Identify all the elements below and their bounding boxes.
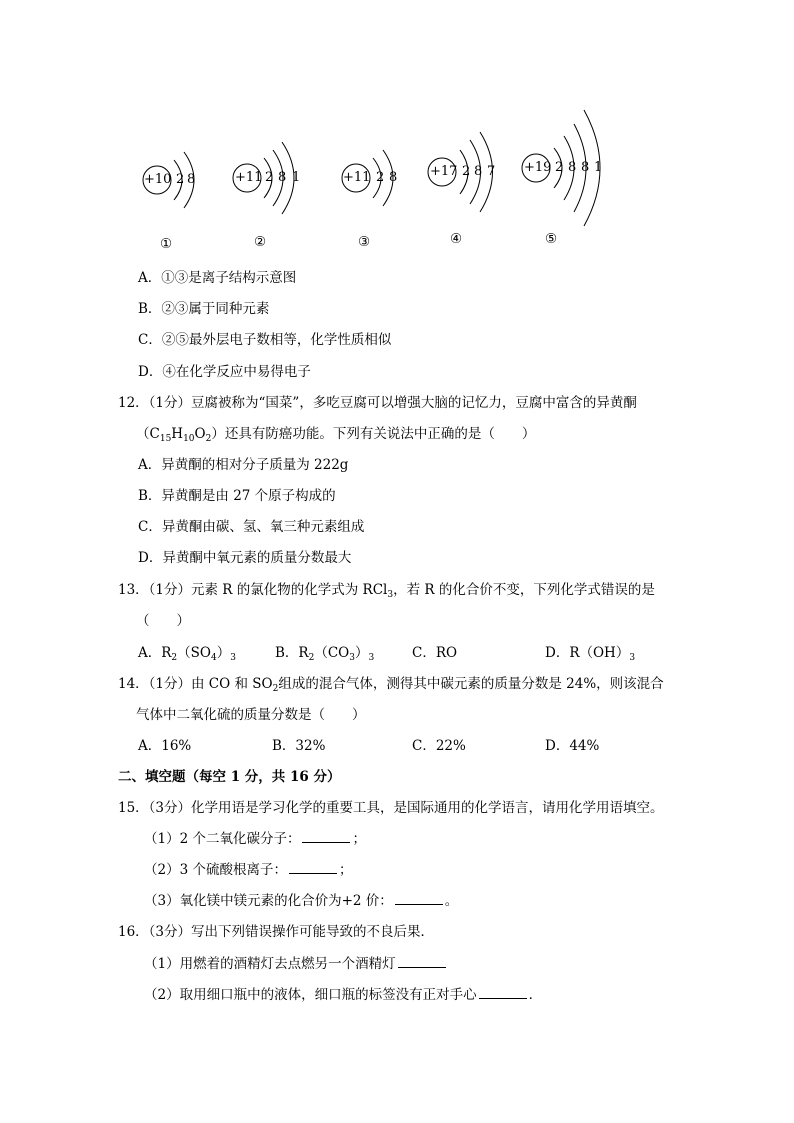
q11-option-c: C．②⑤最外层电子数相等，化学性质相似 <box>138 332 392 348</box>
nucleus-charge: +17 <box>430 164 458 179</box>
q11-option-b: B．②③属于同种元素 <box>138 301 270 317</box>
shell-electrons: 8 <box>581 160 590 175</box>
nucleus-charge: +19 <box>524 160 552 175</box>
q11-option-a: A．①③是离子结构示意图 <box>138 270 297 286</box>
nucleus-charge: +11 <box>235 170 263 185</box>
shell-electrons: 8 <box>278 170 287 185</box>
q12-option-b: B．异黄酮是由 27 个原子构成的 <box>138 488 336 504</box>
atom-label: ⑤ <box>545 231 558 247</box>
q13-stem: 13．（1分）元素 R 的氯化物的化学式为 RCl$_3$，若 R 的化合价不变，下列化学式错误的是 <box>118 582 655 600</box>
shell-electrons: 2 <box>265 170 274 185</box>
atom-label: ② <box>254 234 267 250</box>
shell-electrons: 7 <box>487 164 496 179</box>
q12-option-c: C．异黄酮由碳、氢、氧三种元素组成 <box>138 519 365 535</box>
q16-sub2: （2）取用细口瓶中的液体，细口瓶的标签没有正对手心 ． <box>144 987 543 1003</box>
answer-blank[interactable] <box>479 985 527 999</box>
shell-electrons: 8 <box>474 164 483 179</box>
shell-electrons: 2 <box>555 160 564 175</box>
section-heading: 二、填空题（每空 1 分，共 16 分） <box>118 769 341 785</box>
q12-option-d: D．异黄酮中氧元素的质量分数最大 <box>138 550 352 566</box>
q15-stem: 15．（3分）化学用语是学习化学的重要工具，是国际通用的化学语言，请用化学用语填空。 <box>118 800 664 816</box>
q12-option-a: A．异黄酮的相对分子质量为 222g <box>138 457 349 473</box>
atom-diagram-4 <box>426 126 506 222</box>
answer-blank[interactable] <box>302 829 350 843</box>
shell-electrons: 2 <box>376 170 385 185</box>
q13-stem-cont: （ ） <box>136 613 190 629</box>
shell-electrons: 2 <box>462 164 471 179</box>
q12-stem-cont: $(C_{15}H_{10}O_2)$还具有防癌功能。下列有关说法中正确的是（ ） <box>136 426 536 444</box>
q13-option-b: B．$R_2(CO_3)_3$ <box>275 645 375 663</box>
shell-electrons: 8 <box>187 172 196 187</box>
q13-option-c: C．RO <box>412 645 458 661</box>
q13-option-d: D．$R(OH)_3$ <box>545 645 636 663</box>
atom-label: ④ <box>450 231 463 247</box>
q13-option-a: A．$R_2(SO_4)_3$ <box>138 645 236 663</box>
q14-option-c: C．22% <box>412 738 466 754</box>
answer-blank[interactable] <box>289 860 337 874</box>
q11-option-d: D．④在化学反应中易得电子 <box>138 364 311 380</box>
q14-stem-cont: 气体中二氧化硫的质量分数是（ ） <box>136 707 366 723</box>
atom-diagram-2 <box>232 134 312 224</box>
q14-option-d: D．44% <box>545 738 600 754</box>
nucleus-charge: +10 <box>144 172 172 187</box>
shell-electrons: 1 <box>594 160 603 175</box>
q14-stem: 14．（1分）由 CO 和 $SO_2$组成的混合气体，测得其中碳元素的质量分数是 24%，则该混合 <box>118 676 664 694</box>
q15-sub1: （1）2 个二氧化碳分子： ； <box>144 831 366 847</box>
answer-blank[interactable] <box>398 954 446 968</box>
shell-electrons: 8 <box>568 160 577 175</box>
q15-sub2: （2）3 个硫酸根离子： ； <box>144 862 353 878</box>
q14-option-b: B．32% <box>272 738 326 754</box>
atom-diagram-5 <box>520 102 620 232</box>
shell-electrons: 8 <box>389 170 398 185</box>
atom-diagram-3 <box>340 140 410 220</box>
q16-stem: 16．（3分）写出下列错误操作可能导致的不良后果． <box>118 924 435 940</box>
atom-label: ① <box>160 236 173 252</box>
atom-diagram-1 <box>140 140 210 220</box>
atom-label: ③ <box>358 234 371 250</box>
q15-sub3: （3）氧化镁中镁元素的化合价为+2 价： 。 <box>144 893 459 909</box>
q16-sub1: （1）用燃着的酒精灯去点燃另一个酒精灯 <box>144 954 448 974</box>
nucleus-charge: +11 <box>343 170 371 185</box>
shell-electrons: 1 <box>292 170 301 185</box>
q12-stem: 12．（1分）豆腐被称为“国菜”，多吃豆腐可以增强大脑的记忆力，豆腐中富含的异黄酮 <box>118 395 637 411</box>
shell-electrons: 2 <box>176 172 185 187</box>
q14-option-a: A．16% <box>138 738 192 754</box>
answer-blank[interactable] <box>395 891 443 905</box>
